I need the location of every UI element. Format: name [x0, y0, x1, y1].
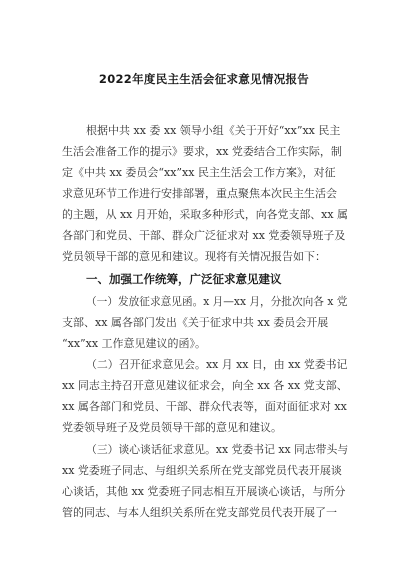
intro-line: 生活会准备工作的提示》要求，xx 党委结合工作实际，制 [62, 145, 342, 158]
paragraph-line: （三）谈心谈话征求意见。xx 党委书记 xx 同志带头与 [86, 443, 349, 456]
paragraph-line: “xx”xx 工作意见建议的函》。 [62, 337, 207, 350]
paragraph-line: xx 属各部门和党员、干部、群众代表等，面对面征求对 xx [62, 400, 347, 413]
intro-line: 的主题，从 xx 月开始，采取多种形式，向各党支部、xx 属 [62, 208, 348, 221]
intro-line: 党员领导干部的意见和建议。现将有关情况报告如下： [62, 250, 326, 263]
paragraph-line: 支部、xx 属各部门发出《关于征求中共 xx 委员会开展 [62, 316, 329, 329]
section-heading: 一、加强工作统筹，广泛征求意见建议 [86, 272, 282, 286]
paragraph-line: 管的同志、与本人组织关系所在党支部党员代表开展了一 [62, 506, 337, 519]
intro-line: 根据中共 xx 委 xx 领导小组《关于开好“xx”xx 民主 [86, 124, 341, 137]
document-title: 2022年度民主生活会征求意见情况报告 [98, 72, 310, 86]
paragraph-line: xx 同志主持召开意见建议征求会，向全 xx 各 xx 党支部、 [62, 379, 348, 392]
paragraph-line: xx 党委班子同志、与组织关系所在党支部党员代表开展谈 [62, 464, 342, 477]
intro-line: 各部门和党员、干部、群众广泛征求对 xx 党委领导班子及 [62, 229, 346, 242]
paragraph-line: 心谈话，其他 xx 党委班子同志相互开展谈心谈话，与所分 [62, 485, 346, 498]
paragraph-line: （一）发放征求意见函。x 月—xx 月，分批次向各 x 党 [86, 295, 348, 308]
intro-line: 定《中共 xx 委员会“xx”xx 民主生活会工作方案》，对征 [62, 166, 336, 179]
paragraph-line: 党委领导班子及党员领导干部的意见和建议。 [62, 421, 282, 434]
paragraph-line: （二）召开征求意见会。xx 月 xx 日，由 xx 党委书记 [86, 358, 348, 371]
intro-line: 求意见环节工作进行安排部署，重点聚焦本次民主生活会 [62, 187, 337, 200]
